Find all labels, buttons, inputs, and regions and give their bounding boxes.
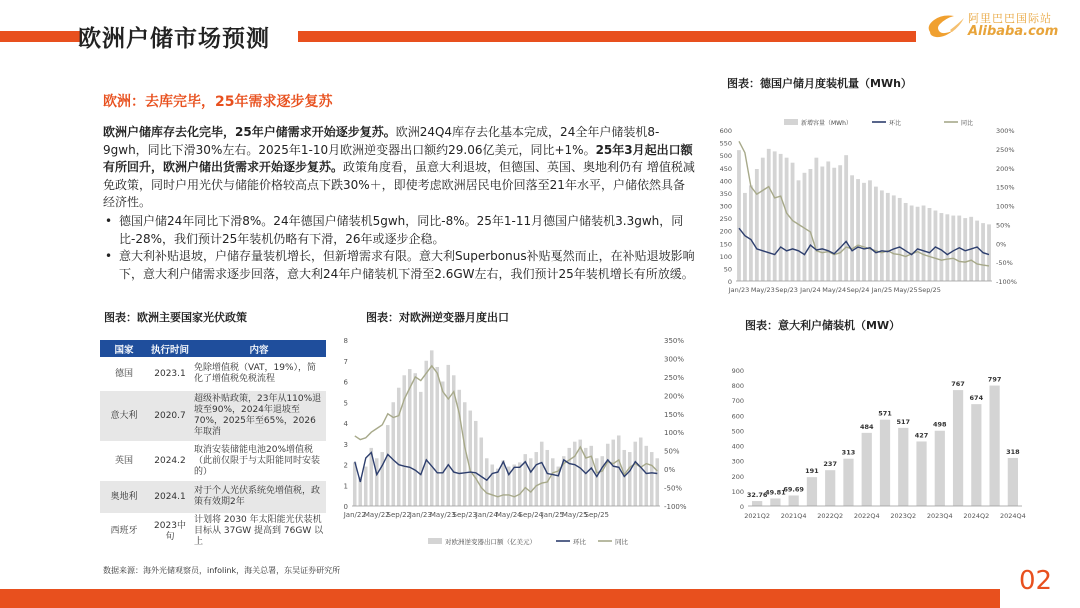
bar [600, 456, 604, 506]
bullet-list [103, 213, 695, 283]
data-label: 49.81 [765, 488, 786, 497]
bar [1008, 458, 1018, 506]
bar [975, 221, 979, 281]
y2-tick-label: 150% [996, 183, 1015, 192]
y-tick-label: 7 [343, 357, 348, 366]
y2-tick-label: 150% [664, 410, 685, 419]
bar [814, 158, 818, 281]
content-cell: 免除增值税（VAT，19%），简化了增值税免税流程 [194, 363, 317, 384]
x-tick-label: May/23 [429, 511, 456, 519]
bar [755, 169, 759, 281]
alibaba-logo-icon [924, 10, 968, 42]
bar [820, 166, 824, 281]
bar [650, 452, 654, 506]
y-tick-label: 400 [731, 442, 744, 451]
table-row [100, 513, 326, 550]
x-tick-label: 2024Q4 [999, 512, 1026, 520]
x-tick-label: 2021Q4 [780, 512, 807, 520]
data-label: 674 [969, 394, 984, 403]
bar [807, 477, 817, 506]
legend-swatch [428, 538, 442, 544]
y-tick-label: 800 [731, 382, 744, 391]
data-label: 484 [859, 422, 874, 431]
table-header-cell: 内容 [192, 340, 326, 357]
bar [987, 224, 991, 281]
x-tick-label: Sep/24 [846, 286, 870, 294]
country-cell: 西班牙 [110, 526, 138, 536]
data-label: 517 [896, 417, 911, 426]
y2-tick-label: -50% [996, 259, 1013, 268]
bar [953, 390, 963, 506]
logo-english-text: Alibaba.com [968, 24, 1059, 39]
data-label: 427 [914, 431, 929, 440]
x-tick-label: 2021Q2 [744, 512, 771, 520]
bullet-text: 德国户储24年同比下滑8%。24年德国户储装机5gwh，同比-8%。25年1-11月德国户储装机3.3gwh，同比-28%，我们预计25年装机仍略有下滑，26年或逐步企稳。 [119, 214, 684, 246]
legend-label: 环比 [573, 538, 586, 546]
time-cell: 2023.1 [154, 368, 186, 379]
bar [639, 438, 643, 506]
table-header-cell: 执行时间 [148, 340, 192, 357]
content-cell: 取消安装储能电池20%增值税（此前仅限于与太阳能同时安装的） [194, 444, 321, 477]
table-row [100, 357, 326, 391]
x-tick-label: Sep/22 [386, 511, 411, 519]
x-tick-label: Sep/23 [775, 286, 798, 294]
header-accent-bar-right [298, 31, 916, 42]
bar [545, 450, 549, 506]
x-tick-label: 2022Q4 [853, 512, 880, 520]
x-tick-label: Jan/25 [541, 511, 564, 519]
y-tick-label: 4 [343, 420, 348, 428]
export-chart-caption: 图表：对欧洲逆变器月度出口 [366, 311, 509, 324]
bar [844, 155, 848, 281]
bar [761, 158, 765, 281]
bar [797, 180, 801, 281]
bar [838, 165, 842, 281]
y2-tick-label: 100% [996, 202, 1015, 211]
bar [397, 388, 401, 506]
bar [622, 450, 626, 506]
table-row [100, 481, 326, 513]
country-cell: 英国 [114, 455, 133, 466]
table-header-cell: 国家 [100, 340, 148, 357]
bar [916, 207, 920, 281]
y2-tick-label: -50% [664, 484, 683, 493]
bar [468, 411, 472, 506]
y-tick-label: 100 [719, 252, 732, 261]
y2-tick-label: 100% [664, 429, 685, 438]
table-header-row [100, 340, 326, 357]
data-label: 313 [841, 448, 856, 457]
y-tick-label: 500 [731, 427, 744, 436]
bar [413, 373, 417, 506]
data-label: 191 [805, 467, 819, 476]
italy-chart [726, 360, 1026, 530]
y-tick-label: 150 [719, 240, 732, 249]
data-label: 318 [1006, 447, 1020, 456]
x-tick-label: May/25 [561, 511, 588, 519]
time-cell: 2020.7 [148, 391, 192, 441]
y-tick-label: 400 [719, 177, 732, 186]
bar [809, 169, 813, 281]
y2-tick-label: -100% [664, 503, 687, 511]
y2-tick-label: 0% [664, 466, 676, 475]
y2-tick-label: 300% [996, 127, 1015, 135]
y-tick-label: 200 [731, 472, 744, 481]
section-subtitle: 欧洲：去库完毕，25年需求逐步复苏 [103, 94, 333, 110]
bar [886, 193, 890, 281]
bar [904, 203, 908, 281]
legend-label: 同比 [961, 120, 974, 127]
bar [737, 150, 741, 281]
bar [862, 433, 872, 506]
bar [474, 421, 478, 506]
bar [880, 420, 890, 506]
body-paragraph [103, 124, 695, 212]
country-cell: 奥地利 [100, 481, 148, 513]
bar [529, 458, 533, 506]
bar [825, 470, 835, 506]
content-cell: 计划将 2030 年太阳能光伏装机目标从 37GW 提高到 76GW 以上 [194, 515, 324, 547]
bar [589, 446, 593, 506]
bar [898, 198, 902, 281]
bar [832, 168, 836, 281]
y-tick-label: 100 [731, 487, 744, 496]
bar [573, 442, 577, 506]
bar [916, 441, 926, 506]
logo-chinese-text: 阿里巴巴国际站 [968, 12, 1052, 25]
bar [364, 467, 368, 506]
y2-tick-label: 50% [996, 221, 1011, 230]
bar [773, 151, 777, 281]
y-tick-label: 500 [719, 152, 732, 161]
legend-label: 对欧洲逆变器出口额（亿美元） [445, 538, 536, 546]
bar [567, 448, 571, 506]
y-tick-label: 900 [731, 367, 744, 375]
bar [749, 185, 753, 281]
bar [655, 458, 659, 506]
y-tick-label: 550 [719, 139, 732, 148]
y-tick-label: 300 [719, 202, 732, 211]
data-label: 237 [823, 460, 837, 469]
bar [633, 442, 637, 506]
y-tick-label: 600 [719, 127, 732, 135]
y-tick-label: 8 [343, 337, 348, 345]
x-tick-label: 2024Q2 [963, 512, 990, 520]
bar [628, 452, 632, 506]
data-source-note: 数据来源：海外光储观察员，infolink，海关总署，东吴证券研究所 [103, 566, 341, 575]
x-tick-label: 2023Q4 [926, 512, 953, 520]
y-tick-label: 200 [719, 227, 732, 236]
y-tick-label: 0 [739, 503, 744, 511]
bar [770, 498, 780, 506]
bar [380, 452, 384, 506]
bar [874, 187, 878, 281]
bar [767, 149, 771, 281]
para-text-2: 政策角度看，虽意大利退坡，但德国、英国、奥地利仍有 增值税减免政策，同时户用光伏与储能价格较高点下跌30%＋，即使考虑欧洲居民电价回落至21年水平，户储依然具备经济性。 [103, 160, 695, 209]
country-cell: 意大利 [100, 391, 148, 441]
bar [989, 386, 999, 506]
italy-chart-caption: 图表：意大利户储装机（MW） [745, 319, 901, 332]
table-row [100, 391, 326, 441]
x-tick-label: 2023Q2 [890, 512, 917, 520]
bar [501, 460, 505, 506]
bar [826, 161, 830, 281]
para-text-1: 欧洲24Q4库存去化基本完成，24全年户储装机8- 9gwh，同比下滑30%左右。2025年1-10月欧洲逆变器出口额约29.06亿美元，同比+1%。 [103, 125, 660, 157]
legend-swatch [784, 119, 798, 125]
time-cell: 2023中旬 [154, 520, 186, 542]
data-label: 32.76 [746, 491, 768, 500]
bar [910, 206, 914, 282]
bar [441, 382, 445, 507]
bar [386, 425, 390, 506]
y-tick-label: 250 [719, 215, 732, 224]
y-tick-label: 5 [343, 399, 348, 408]
y-tick-label: 50 [723, 265, 732, 274]
bar [945, 214, 949, 281]
bar [435, 367, 439, 506]
legend-label: 环比 [889, 120, 902, 127]
data-label: 69.69 [783, 485, 804, 494]
bar [353, 462, 357, 506]
x-tick-label: Jan/22 [343, 511, 366, 519]
x-tick-label: Sep/25 [918, 286, 941, 294]
x-tick-label: Jan/25 [871, 286, 893, 294]
x-tick-label: Jan/24 [475, 511, 498, 519]
y2-tick-label: 350% [664, 337, 685, 345]
data-label: 498 [933, 420, 947, 429]
bar [375, 458, 379, 506]
bar [595, 458, 599, 506]
x-tick-label: May/24 [495, 511, 522, 519]
y2-tick-label: 50% [664, 447, 680, 456]
y-tick-label: 0 [727, 278, 732, 286]
legend-label: 同比 [615, 538, 628, 546]
bar [485, 458, 489, 506]
y-tick-label: 600 [731, 412, 744, 421]
bar [518, 462, 522, 506]
bar [424, 361, 428, 506]
bar [928, 208, 932, 281]
bar [880, 190, 884, 281]
x-tick-label: May/23 [750, 286, 775, 294]
data-label: 571 [878, 409, 892, 418]
bar [934, 211, 938, 281]
y-tick-label: 450 [719, 164, 732, 173]
bar [419, 392, 423, 506]
bar [862, 183, 866, 281]
bar [496, 469, 500, 506]
para-bold-1: 欧洲户储库存去化完毕，25年户储需求开始逐步复苏。 [103, 125, 396, 139]
bullet-item: • 德国户储24年同比下滑8%。24年德国户储装机5gwh，同比-8%。25年1-11月德国户储装机3.3gwh，同比-28%，我们预计25年装机仍略有下滑，26年或逐步企稳。 [105, 214, 684, 246]
x-tick-label: Sep/25 [584, 511, 609, 519]
time-cell: 2024.1 [148, 481, 192, 513]
slide-title: 欧洲户储市场预测 [78, 26, 270, 52]
x-tick-label: Jan/23 [728, 286, 750, 294]
x-tick-label: May/24 [822, 286, 847, 294]
y-tick-label: 0 [343, 503, 348, 511]
x-tick-label: Sep/24 [518, 511, 543, 519]
content-cell: 对于个人光伏系统免增值税，政策有效期2年 [192, 481, 326, 513]
germany-chart [712, 118, 1028, 296]
y-tick-label: 350 [719, 189, 732, 198]
x-tick-label: May/25 [893, 286, 918, 294]
bar [868, 180, 872, 281]
bar [606, 444, 610, 506]
y-tick-label: 300 [731, 457, 744, 466]
bar [935, 431, 945, 506]
y-tick-label: 2 [343, 461, 348, 470]
content-cell: 超级补贴政策，23年从110%退坡至90%，2024年退坡至70%，2025年至65%，2026年取消 [192, 391, 326, 441]
bar [939, 213, 943, 281]
bar [752, 501, 762, 506]
y-tick-label: 1 [343, 482, 348, 491]
y2-tick-label: 300% [664, 355, 685, 364]
x-tick-label: May/22 [363, 511, 390, 519]
y2-tick-label: 250% [996, 145, 1015, 154]
x-tick-label: Jan/23 [409, 511, 432, 519]
time-cell: 2024.2 [154, 455, 186, 466]
y2-tick-label: 0% [996, 240, 1007, 249]
para-bold-2: 25年3月起出口额有所回升，欧洲户储出货需求开始逐步复苏。 [103, 142, 693, 174]
bar [850, 175, 854, 281]
bar [446, 365, 450, 506]
y2-tick-label: 200% [996, 164, 1015, 173]
x-tick-label: Sep/23 [452, 511, 477, 519]
bar [490, 465, 494, 507]
bullet-text: 意大利补贴退坡，户储存量装机增长，但新增需求有限。意大利Superbonus补贴戛然而止，在补贴退坡影响下，意大利户储需求逐步回落，意大利24年户储装机下滑至2.6GW左右，我们预计25年装机增长有所放缓。 [119, 249, 695, 281]
bar [922, 206, 926, 282]
bullet-item: • 意大利补贴退坡，户储存量装机增长，但新增需求有限。意大利Superbonus补贴戛然而止，在补贴退坡影响下，意大利户储需求逐步回落，意大利24年户储装机下滑至2.6GW左右，我们预计25年装机增长有所放缓。 [105, 249, 695, 281]
y-tick-label: 3 [343, 440, 348, 449]
export-chart [336, 330, 696, 552]
x-tick-label: 2022Q2 [817, 512, 844, 520]
bar [951, 216, 955, 281]
bar [856, 179, 860, 281]
y2-tick-label: 200% [664, 392, 685, 401]
germany-chart-caption: 图表：德国户储月度装机量（MWh） [727, 77, 912, 90]
header-accent-bar-left [0, 31, 82, 42]
data-label: 767 [951, 380, 965, 389]
y-tick-label: 700 [731, 397, 744, 406]
bar [512, 465, 516, 507]
y2-tick-label: -100% [996, 278, 1017, 286]
bar [551, 458, 555, 506]
bar [892, 195, 896, 281]
x-tick-label: Jan/24 [800, 286, 821, 294]
bar [611, 440, 615, 506]
bar [644, 446, 648, 506]
bar [898, 428, 908, 506]
bar [617, 435, 621, 506]
alibaba-logo [924, 10, 1064, 42]
y-tick-label: 6 [343, 378, 348, 387]
bar [534, 452, 538, 506]
data-label: 797 [987, 375, 1002, 384]
bar [789, 495, 799, 506]
bar [479, 438, 483, 506]
footer-accent-bar [0, 589, 1000, 608]
bar [971, 404, 981, 506]
y2-tick-label: 250% [664, 373, 685, 382]
country-cell: 德国 [114, 368, 133, 379]
bar [843, 459, 853, 506]
table-row [100, 441, 326, 481]
policy-table [100, 340, 326, 550]
bar [779, 154, 783, 281]
legend-label: 新增容量（MWh） [801, 120, 852, 127]
bar [785, 158, 789, 281]
bar [402, 375, 406, 506]
policy-table-caption: 图表：欧洲主要国家光伏政策 [104, 311, 247, 324]
bar [430, 350, 434, 506]
bar [540, 442, 544, 506]
page-number: 02 [1019, 566, 1053, 596]
